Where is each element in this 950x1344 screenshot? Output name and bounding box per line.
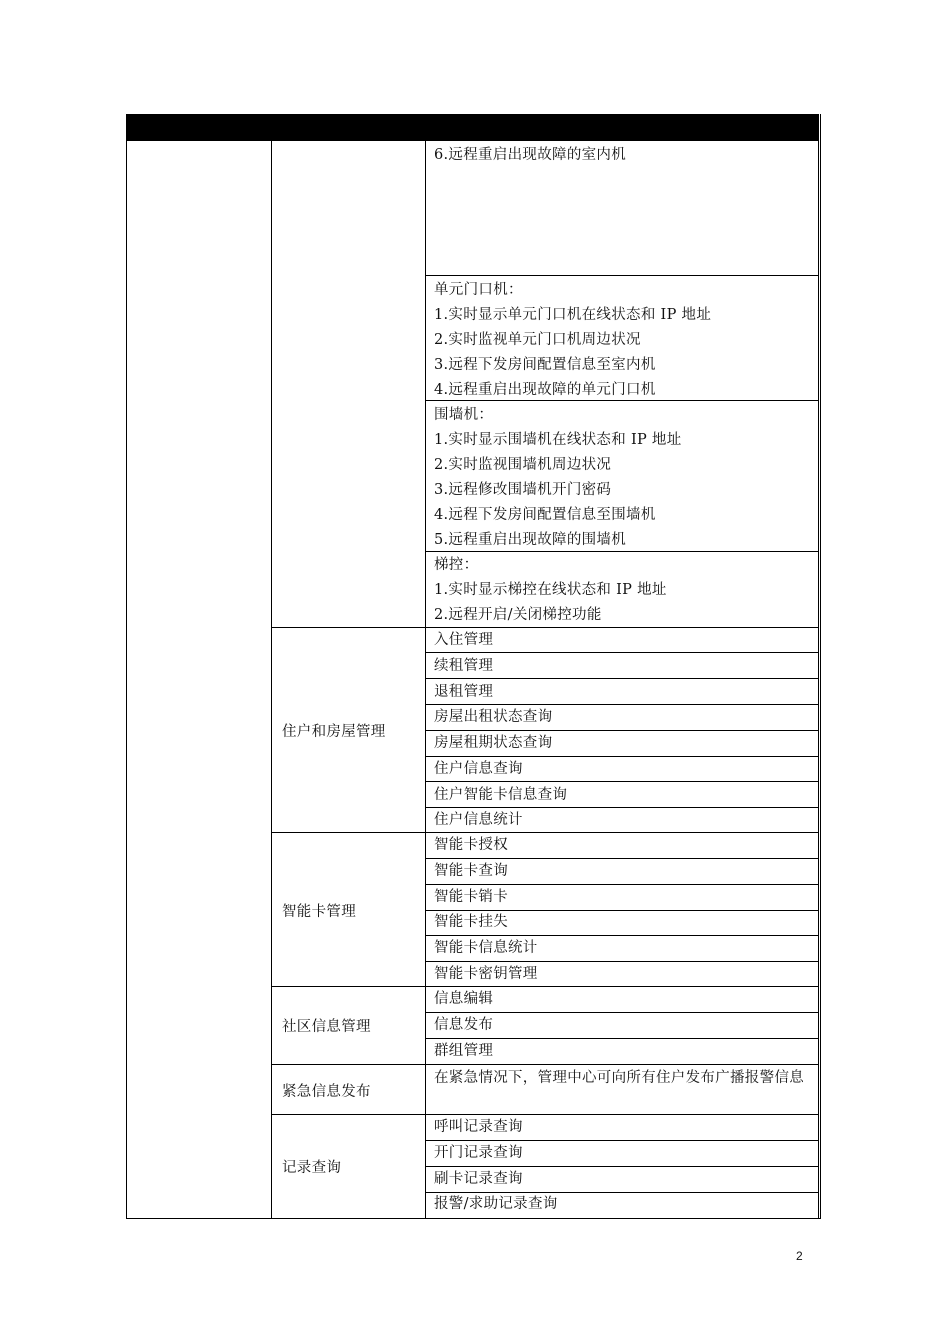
list-item: 房屋租期状态查询 xyxy=(434,735,553,751)
table-cell-text: 2.实时监视围墙机周边状况 xyxy=(434,457,612,473)
block-heading: 单元门口机： xyxy=(434,282,523,298)
table-column-divider-2 xyxy=(425,141,426,1219)
table-cell-text: 2.远程开启/关闭梯控功能 xyxy=(434,607,602,623)
list-item: 智能卡销卡 xyxy=(434,888,508,905)
list-item: 智能卡密钥管理 xyxy=(434,965,538,982)
device-block-indoor-unit xyxy=(434,143,626,168)
list-item: 智能卡信息统计 xyxy=(434,940,538,956)
category-community-info: 社区信息管理 xyxy=(282,1019,371,1035)
list-item: 房屋出租状态查询 xyxy=(434,709,553,726)
table-cell-text: 3.远程修改围墙机开门密码 xyxy=(434,482,612,498)
list-item: 住户信息统计 xyxy=(434,812,523,829)
list-item: 报警/求助记录查询 xyxy=(434,1196,558,1213)
section-divider xyxy=(271,1064,819,1065)
table-cell-text: 1.实时显示围墙机在线状态和 IP 地址 xyxy=(434,432,682,448)
list-item: 智能卡授权 xyxy=(434,837,508,853)
table-border-bottom xyxy=(126,1218,821,1219)
emergency-description: 在紧急情况下，管理中心可向所有住户发布广播报警信息 xyxy=(434,1070,804,1086)
block-heading: 围墙机： xyxy=(434,407,494,423)
table-column-divider-1 xyxy=(271,141,272,1219)
section-items-community-info xyxy=(434,987,493,1064)
list-item: 入住管理 xyxy=(434,632,494,648)
list-item: 续租管理 xyxy=(434,657,494,674)
table-cell-text: 1.实时显示单元门口机在线状态和 IP 地址 xyxy=(434,307,712,323)
table-cell-text: 5.远程重启出现故障的围墙机 xyxy=(434,532,627,548)
table-cell-text: 4.远程重启出现故障的单元门口机 xyxy=(434,382,656,398)
list-item: 智能卡挂失 xyxy=(434,914,508,931)
category-emergency-broadcast: 紧急信息发布 xyxy=(282,1084,371,1100)
section-items-smart-card xyxy=(434,833,538,988)
list-item: 开门记录查询 xyxy=(434,1144,523,1161)
table-cell-text: 6.远程重启出现故障的室内机 xyxy=(434,147,627,163)
list-item: 退租管理 xyxy=(434,683,494,700)
table-cell-text: 1.实时显示梯控在线状态和 IP 地址 xyxy=(434,582,667,598)
row-divider xyxy=(425,275,819,276)
category-resident-housing: 住户和房屋管理 xyxy=(282,724,386,740)
page-number: 2 xyxy=(796,1249,803,1263)
list-item: 呼叫记录查询 xyxy=(434,1119,523,1135)
device-block-elevator-control xyxy=(434,553,667,628)
table-header-bar xyxy=(126,114,819,141)
table-border-right-double xyxy=(820,114,821,1219)
section-items-record-query xyxy=(434,1115,558,1218)
category-smart-card: 智能卡管理 xyxy=(282,904,356,920)
category-record-query: 记录查询 xyxy=(282,1160,342,1176)
table-cell-text: 4.远程下发房间配置信息至围墙机 xyxy=(434,507,656,523)
device-block-wall-station xyxy=(434,403,682,553)
list-item: 刷卡记录查询 xyxy=(434,1170,523,1187)
list-item: 信息编辑 xyxy=(434,991,494,1007)
list-item: 住户智能卡信息查询 xyxy=(434,786,568,803)
list-item: 信息发布 xyxy=(434,1016,494,1033)
block-heading: 梯控： xyxy=(434,557,479,573)
list-item: 住户信息查询 xyxy=(434,760,523,777)
device-block-unit-door-station xyxy=(434,278,711,403)
table-cell-text: 2.实时监视单元门口机周边状况 xyxy=(434,332,641,348)
table-cell-text: 3.远程下发房间配置信息至室内机 xyxy=(434,357,656,373)
section-items-resident-housing xyxy=(434,628,567,834)
list-item: 智能卡查询 xyxy=(434,862,508,879)
list-item: 群组管理 xyxy=(434,1042,494,1059)
table-border-right xyxy=(818,114,819,1219)
table-border-left xyxy=(126,141,127,1219)
section-divider xyxy=(271,986,819,987)
